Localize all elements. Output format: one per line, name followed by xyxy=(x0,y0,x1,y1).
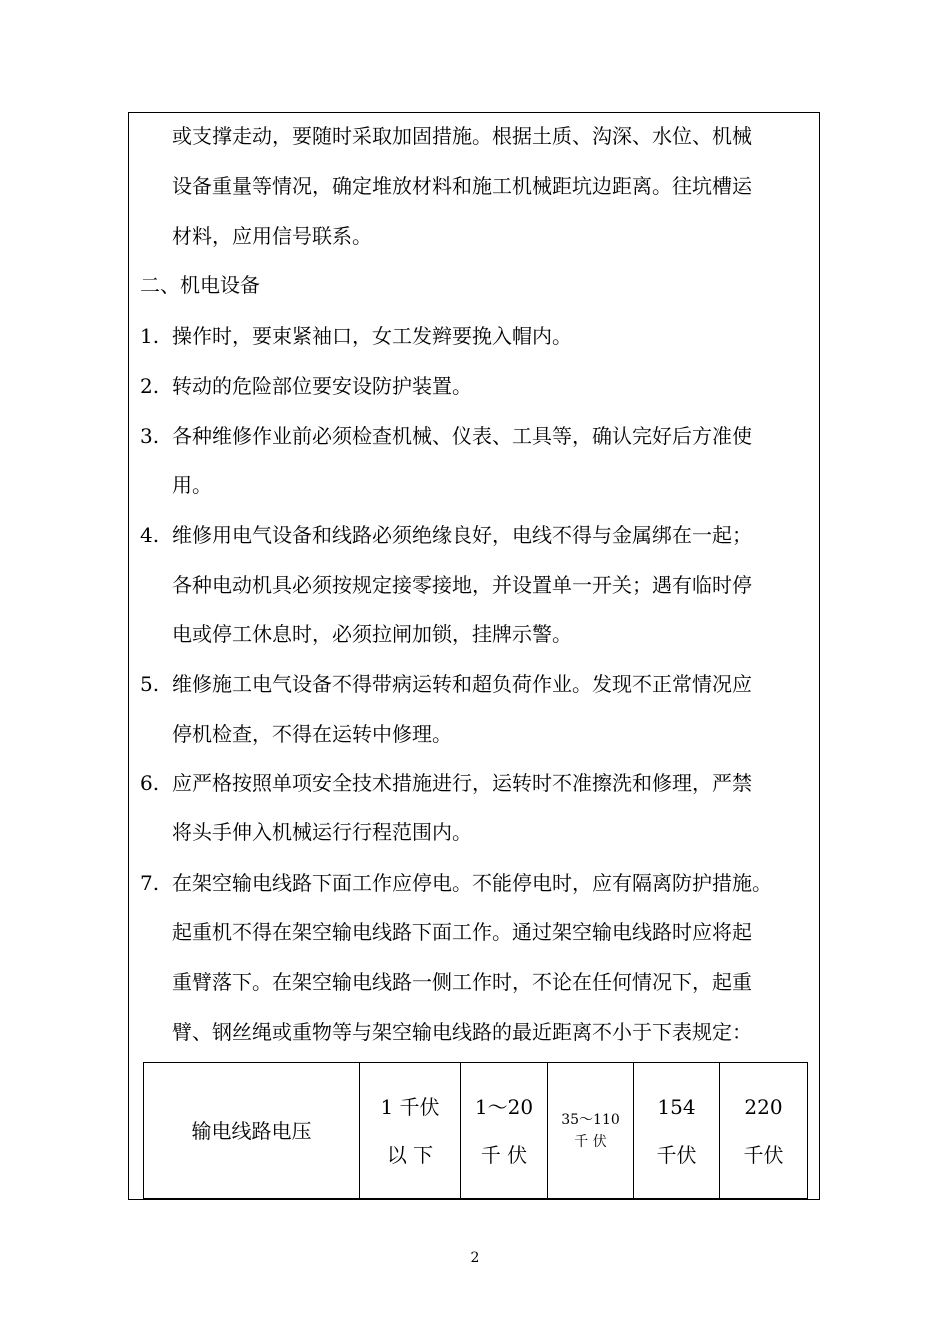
item-line: 在架空输电线路下面工作应停电。不能停电时，应有隔离防护措施。 xyxy=(172,871,772,895)
table-row xyxy=(144,1063,808,1199)
voltage-cell: 220 千伏 xyxy=(720,1063,808,1199)
paragraph-line: 设备重量等情况，确定堆放材料和施工机械距坑边距离。往坑槽运 xyxy=(172,174,752,198)
item-line: 用。 xyxy=(172,473,212,497)
voltage-cell: 1～20 千 伏 xyxy=(461,1063,548,1199)
voltage-cell: 35～110 千 伏 xyxy=(548,1063,634,1199)
item-number: 6. xyxy=(140,771,160,795)
voltage-cell: 154 千伏 xyxy=(634,1063,720,1199)
paragraph-line: 或支撑走动，要随时采取加固措施。根据土质、沟深、水位、机械 xyxy=(172,124,752,148)
item-line: 维修用电气设备和线路必须绝缘良好，电线不得与金属绑在一起； xyxy=(172,523,752,547)
page-number: 2 xyxy=(470,1250,480,1266)
voltage-table xyxy=(143,1062,808,1199)
item-number: 7. xyxy=(140,871,160,895)
item-line: 各种维修作业前必须检查机械、仪表、工具等，确认完好后方准使 xyxy=(172,424,752,448)
item-line: 操作时，要束紧袖口，女工发辫要挽入帽内。 xyxy=(172,324,572,348)
item-line: 重臂落下。在架空输电线路一侧工作时，不论在任何情况下，起重 xyxy=(172,970,752,994)
item-line: 维修施工电气设备不得带病运转和超负荷作业。发现不正常情况应 xyxy=(172,672,752,696)
voltage-header-cell: 输电线路电压 xyxy=(144,1063,360,1199)
item-line: 各种电动机具必须按规定接零接地，并设置单一开关；遇有临时停 xyxy=(172,573,752,597)
item-line: 电或停工休息时，必须拉闸加锁，挂牌示警。 xyxy=(172,622,572,646)
item-line: 停机检查，不得在运转中修理。 xyxy=(172,722,452,746)
item-number: 5. xyxy=(140,672,160,696)
item-line: 臂、钢丝绳或重物等与架空输电线路的最近距离不小于下表规定： xyxy=(172,1020,752,1044)
item-line: 转动的危险部位要安设防护装置。 xyxy=(172,374,472,398)
item-number: 3. xyxy=(140,424,160,448)
item-line: 起重机不得在架空输电线路下面工作。通过架空输电线路时应将起 xyxy=(172,920,752,944)
item-line: 将头手伸入机械运行行程范围内。 xyxy=(172,820,472,844)
item-number: 1. xyxy=(140,324,160,348)
section-heading: 二、机电设备 xyxy=(140,273,260,297)
item-number: 4. xyxy=(140,523,160,547)
voltage-cell: 1 千伏 以 下 xyxy=(360,1063,461,1199)
item-line: 应严格按照单项安全技术措施进行，运转时不准擦洗和修理，严禁 xyxy=(172,771,752,795)
paragraph-line: 材料，应用信号联系。 xyxy=(172,224,372,248)
item-number: 2. xyxy=(140,374,160,398)
